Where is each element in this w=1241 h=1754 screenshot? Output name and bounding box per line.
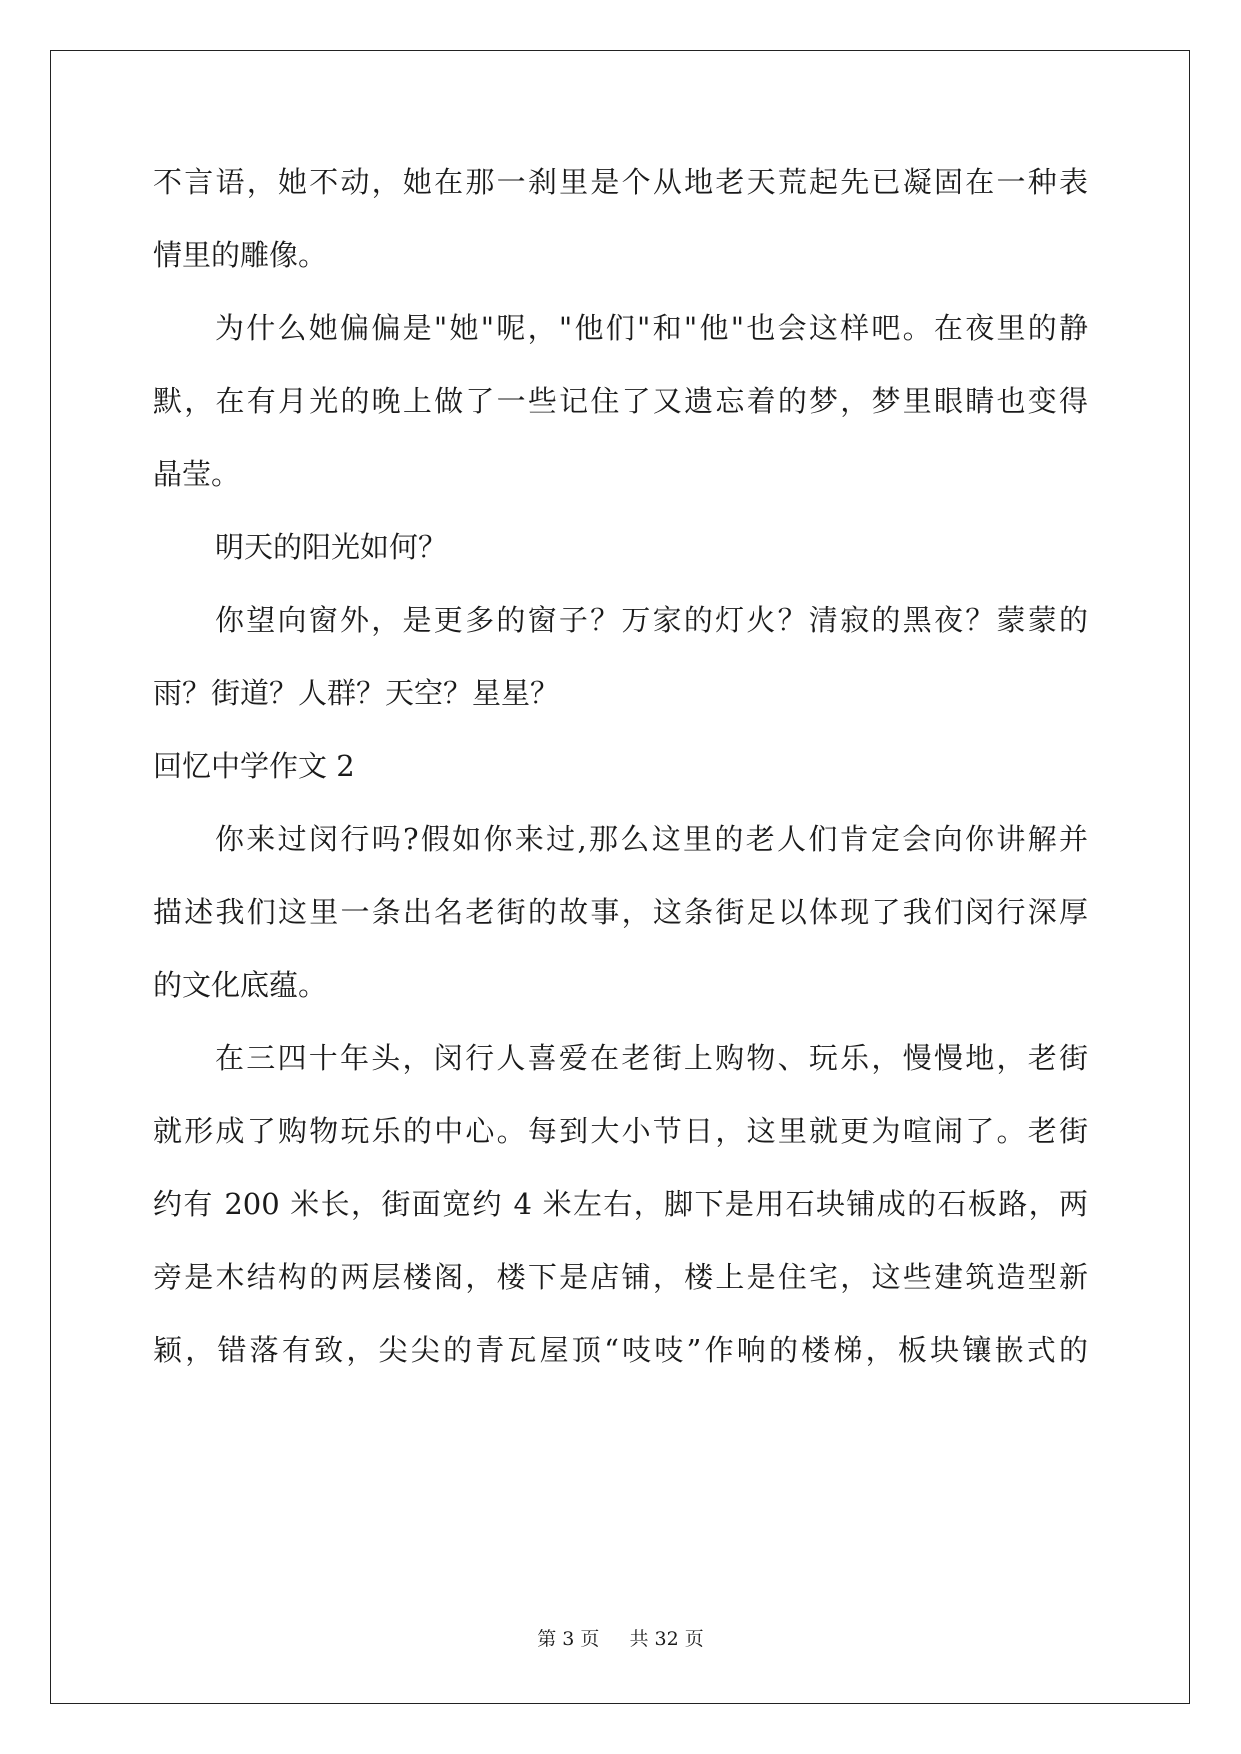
text-line: 的文化底蕴。	[153, 968, 328, 1002]
text-line: 描述我们这里一条出名老街的故事，这条街足以体现了我们闵行深厚	[153, 895, 1088, 929]
text-line: 不言语，她不动，她在那一刹里是个从地老天荒起先已凝固在一种表	[153, 165, 1088, 199]
text-line: 就形成了购物玩乐的中心。每到大小节日，这里就更为喧闹了。老街	[153, 1114, 1088, 1148]
page-total: 共 32 页	[629, 1628, 704, 1650]
text-line: 你来过闵行吗?假如你来过,那么这里的老人们肯定会向你讲解并	[215, 822, 1088, 856]
text-line: 在三四十年头，闵行人喜爱在老街上购物、玩乐，慢慢地，老街	[215, 1041, 1088, 1075]
page-footer	[0, 1627, 1241, 1651]
text-line: 约有 200 米长，街面宽约 4 米左右，脚下是用石块铺成的石板路，两	[153, 1187, 1088, 1221]
text-line: 你望向窗外，是更多的窗子？万家的灯火？清寂的黑夜？蒙蒙的	[215, 603, 1088, 637]
text-line: 颖，错落有致，尖尖的青瓦屋顶“吱吱”作响的楼梯，板块镶嵌式的	[153, 1333, 1088, 1367]
text-line: 明天的阳光如何？	[215, 530, 448, 564]
text-line: 旁是木结构的两层楼阁，楼下是店铺，楼上是住宅，这些建筑造型新	[153, 1260, 1088, 1294]
text-line: 情里的雕像。	[153, 238, 328, 272]
page-frame	[50, 50, 1190, 1704]
text-line: 默，在有月光的晚上做了一些记住了又遗忘着的梦，梦里眼睛也变得	[153, 384, 1088, 418]
page-number: 第 3 页	[537, 1628, 600, 1650]
text-line: 为什么她偏偏是"她"呢，"他们"和"他"也会这样吧。在夜里的静	[215, 311, 1088, 345]
section-heading: 回忆中学作文 2	[153, 749, 355, 783]
text-line: 雨？街道？人群？天空？星星？	[153, 676, 560, 710]
text-line: 晶莹。	[153, 457, 241, 491]
